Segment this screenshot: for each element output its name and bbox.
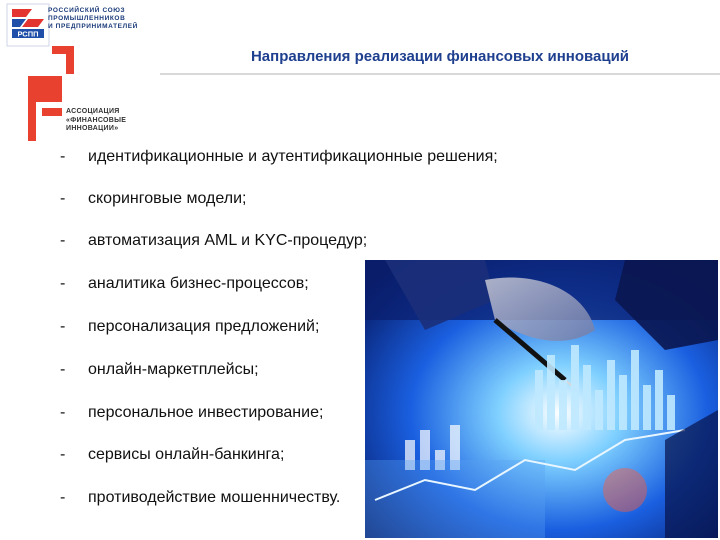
rspp-line: РОССИЙСКИЙ СОЮЗ (48, 7, 126, 14)
association-name (66, 108, 126, 134)
bullet-dash: - (60, 275, 66, 292)
list-item (60, 361, 259, 379)
finance-photo (365, 260, 718, 538)
bullet-text: онлайн-маркетплейсы; (88, 361, 259, 378)
bullet-dash: - (60, 318, 66, 335)
bullet-dash: - (60, 190, 66, 207)
slide-title: Направления реализации финансовых инноваций (250, 48, 630, 65)
rspp-emblem-text: РСПП (17, 29, 39, 39)
list-item (60, 232, 367, 250)
bullet-dash: - (60, 148, 66, 165)
list-item (60, 446, 284, 464)
rspp-line: ПРОМЫШЛЕННИКОВ (48, 15, 126, 22)
bullet-dash: - (60, 446, 66, 463)
header-divider (160, 73, 720, 75)
association-line: АССОЦИАЦИЯ (66, 108, 120, 115)
bullet-text: идентификационные и аутентификационные решения; (88, 148, 498, 165)
list-item (60, 275, 309, 293)
list-item (60, 489, 340, 507)
rspp-emblem-icon (6, 3, 50, 47)
rspp-line: И ПРЕДПРИНИМАТЕЛЕЙ (48, 23, 138, 30)
bullet-text: противодействие мошенничеству. (88, 489, 341, 506)
bullet-text: аналитика бизнес-процессов; (88, 275, 309, 292)
rspp-logo (6, 3, 138, 47)
bullet-text: сервисы онлайн-банкинга; (88, 446, 285, 463)
bullet-text: автоматизация AML и KYC-процедур; (88, 232, 368, 249)
bullet-dash: - (60, 489, 66, 506)
bullet-text: персонализация предложений; (88, 318, 320, 335)
list-item (60, 318, 319, 336)
bullet-dash: - (60, 232, 66, 249)
bullet-text: персональное инвестирование; (88, 404, 324, 421)
bullet-text: скоринговые модели; (88, 190, 247, 207)
association-line: ИННОВАЦИИ» (66, 125, 119, 132)
rspp-name (48, 7, 138, 31)
bullet-dash: - (60, 361, 66, 378)
bullet-dash: - (60, 404, 66, 421)
list-item (60, 404, 323, 422)
list-item (60, 148, 498, 166)
association-line: «ФИНАНСОВЫЕ (66, 116, 127, 124)
list-item (60, 190, 246, 208)
